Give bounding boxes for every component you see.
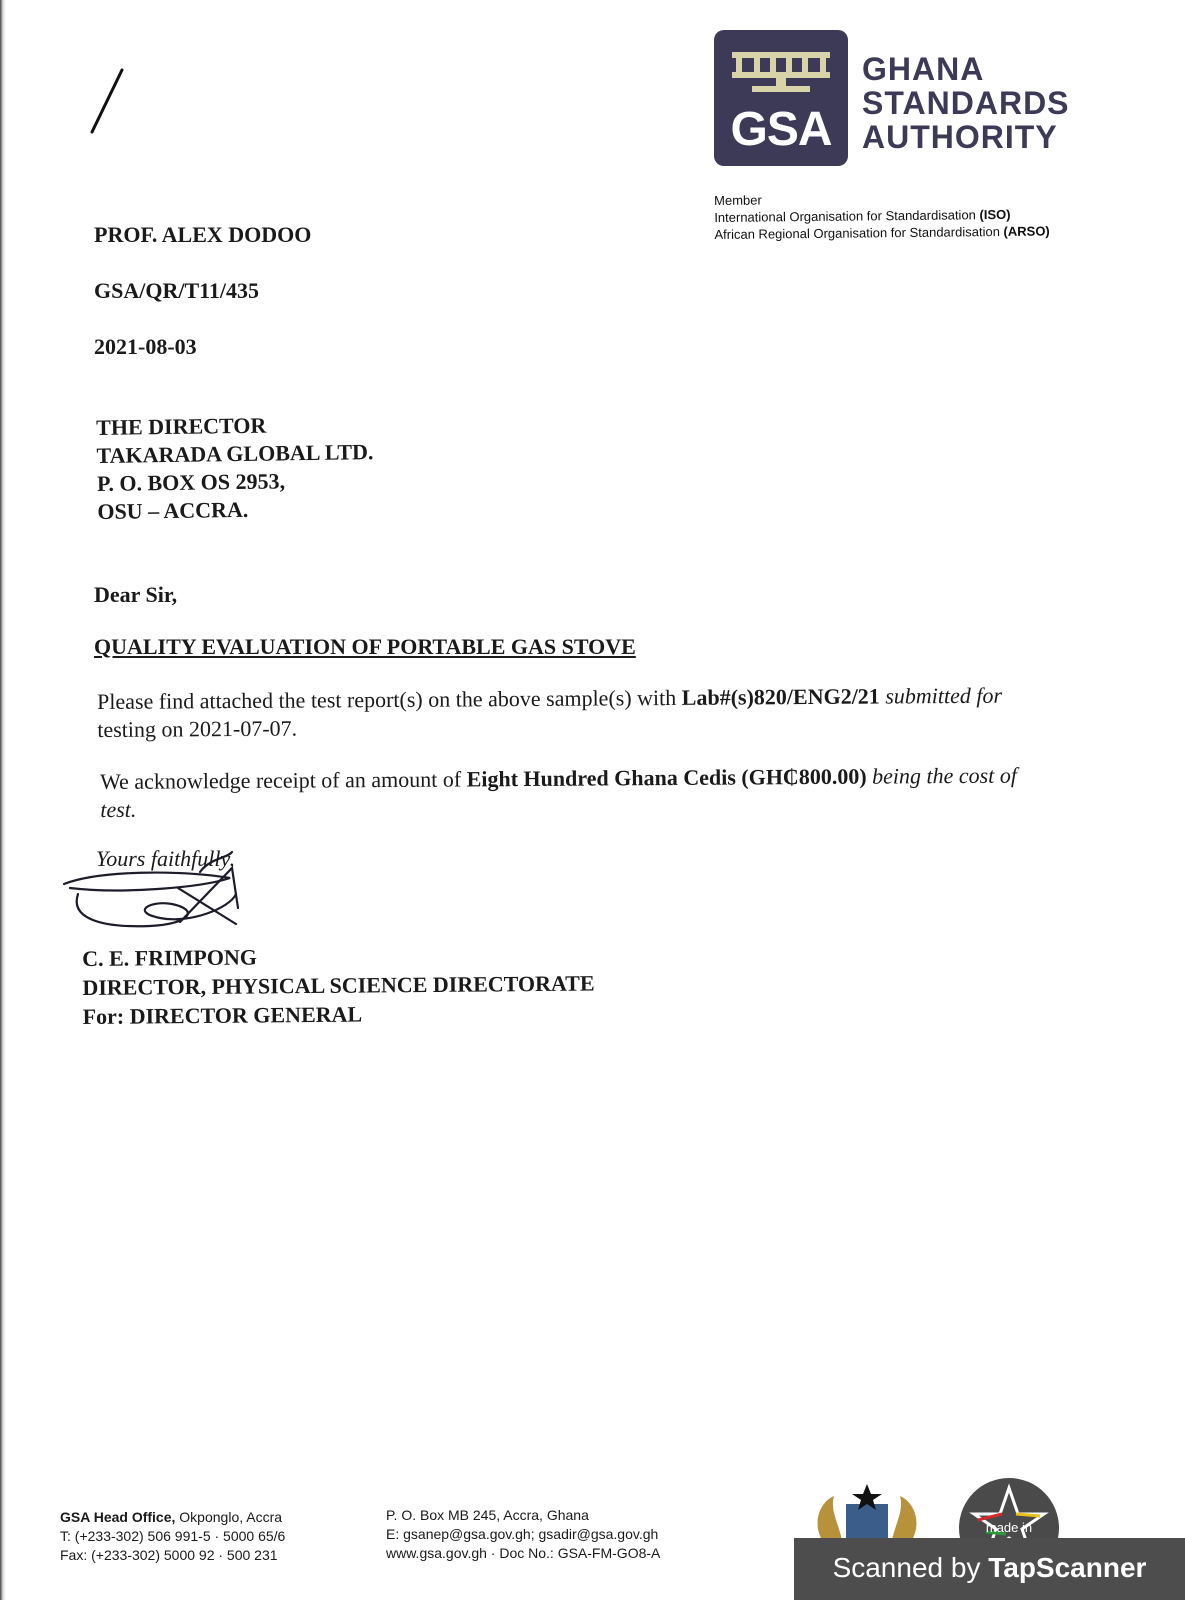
website-doc-number: www.gsa.gov.gh · Doc No.: GSA-FM-GO8-A: [386, 1545, 661, 1561]
postal-address: P. O. Box MB 245, Accra, Ghana: [386, 1507, 589, 1523]
addressee-name: PROF. ALEX DODOO: [94, 222, 312, 247]
membership-info: [714, 188, 1050, 243]
footer-postal: [386, 1506, 660, 1563]
address-line: P. O. BOX OS 2953,: [96, 468, 286, 496]
address-line: TAKARADA GLOBAL LTD.: [96, 439, 374, 468]
gsa-emblem-icon: [732, 52, 830, 94]
handwritten-slash-icon: [88, 68, 128, 136]
scan-edge-shadow: [0, 0, 6, 1600]
body-paragraph: We acknowledge receipt of an amount of Eight Hundred Ghana Cedis (GH₵800.00) being the cost of test.: [100, 762, 1018, 822]
office-phone: T: (+233-302) 506 991-5 · 5000 65/6: [60, 1528, 286, 1544]
scanner-watermark: [794, 1538, 1185, 1600]
letter-subject: QUALITY EVALUATION OF PORTABLE GAS STOVE: [94, 634, 636, 659]
scanner-watermark-text: Scanned by TapScanner: [832, 1552, 1147, 1583]
footer-head-office: [60, 1508, 285, 1565]
signature-block: [82, 940, 595, 1031]
office-fax: Fax: (+233-302) 5000 92 · 500 231: [60, 1547, 278, 1563]
coat-of-arms-icon: [812, 1482, 922, 1542]
recipient-address: [96, 410, 374, 526]
handwritten-signature-icon: [60, 848, 280, 948]
membership-label: Member: [714, 192, 762, 208]
lab-number: Lab#(s)820/ENG2/21: [681, 683, 880, 710]
org-name-line: STANDARDS: [862, 85, 1070, 121]
payment-amount: Eight Hundred Ghana Cedis (GH₵800.00): [466, 763, 867, 792]
badge-text-made-in: made in: [985, 1520, 1033, 1535]
salutation: Dear Sir,: [94, 582, 178, 607]
address-line: THE DIRECTOR: [96, 412, 267, 440]
closing: Yours faithfully,: [96, 846, 235, 871]
signatory-name: C. E. FRIMPONG: [82, 944, 257, 971]
organization-name: [862, 52, 1070, 154]
signatory-title: DIRECTOR, PHYSICAL SCIENCE DIRECTORATE: [82, 970, 595, 1000]
membership-arso: African Regional Organisation for Standardisation (ARSO): [714, 223, 1050, 242]
reference-number: GSA/QR/T11/435: [94, 278, 260, 303]
address-line: OSU – ACCRA.: [97, 496, 249, 524]
email-addresses: E: gsanep@gsa.gov.gh; gsadir@gsa.gov.gh: [386, 1526, 659, 1542]
office-location: GSA Head Office, Okponglo, Accra: [60, 1509, 283, 1525]
gsa-logo: [714, 30, 848, 166]
membership-iso: International Organisation for Standardisation (ISO): [714, 206, 1011, 225]
logo-letters: GSA: [730, 103, 832, 156]
org-name-line: AUTHORITY: [862, 119, 1058, 155]
body-paragraph: Please find attached the test report(s) on the above sample(s) with Lab#(s)820/ENG2/21 submitted for testing on 2021-07-07.: [97, 682, 1003, 742]
signatory-on-behalf: For: DIRECTOR GENERAL: [82, 1001, 363, 1029]
org-name-line: GHANA: [862, 51, 985, 87]
letter-date: 2021-08-03: [94, 334, 197, 359]
